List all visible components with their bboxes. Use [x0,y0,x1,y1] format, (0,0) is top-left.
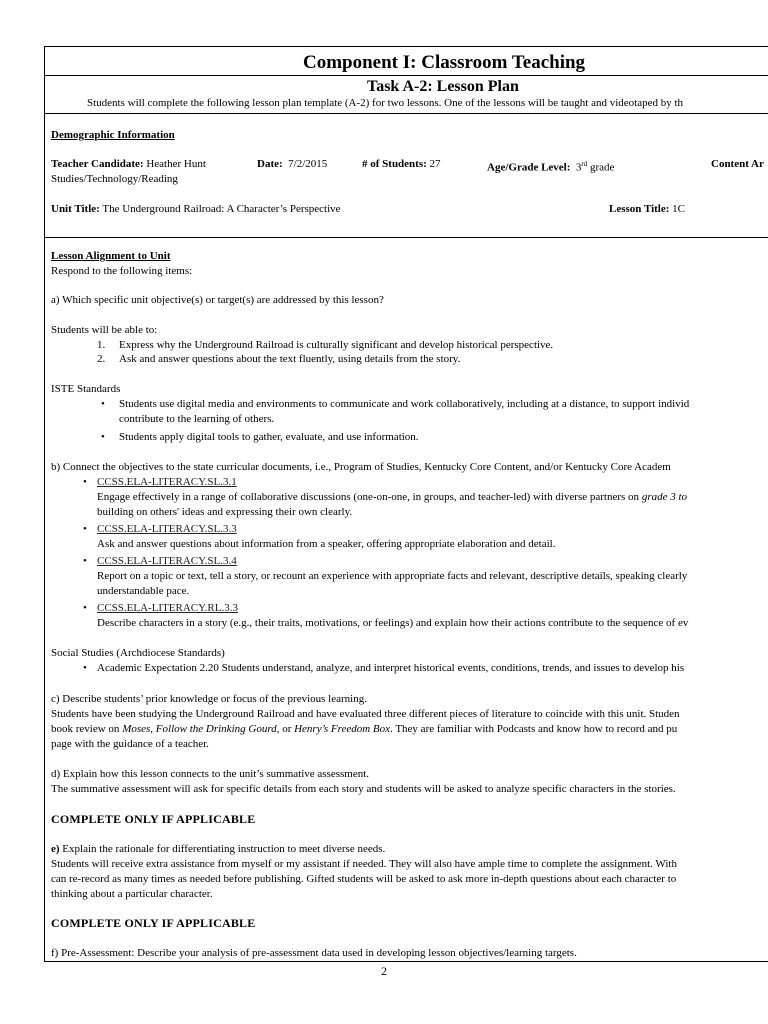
objective-item: 2. Ask and answer questions about the text fluently, using details from the story. [97,353,461,365]
answer-c: page with the guidance of a teacher. [51,738,209,750]
ccss-desc: Describe characters in a story (e.g., their traits, motivations, or feelings) and explain how their actions contribute to the sequence of ev [97,617,689,629]
iste-item: Students apply digital tools to gather, evaluate, and use information. [119,431,419,443]
ccss-desc: Engage effectively in a range of collaborative discussions (one-on-one, in groups, and teacher-led) with diverse partners on grade 3 to [97,491,688,503]
alignment-heading: Lesson Alignment to Unit [51,250,171,262]
ccss-desc-cont: building on others' ideas and expressing their own clearly. [97,506,353,518]
answer-e: thinking about a particular character. [51,888,213,900]
bullet-icon: • [83,662,87,674]
question-a: a) Which specific unit objective(s) or target(s) are addressed by this lesson? [51,294,384,306]
iste-heading: ISTE Standards [51,383,121,395]
answer-e: Students will receive extra assistance from myself or my assistant if needed. They will also have ample time to complete the assignment. With [51,858,677,870]
content-area-label: Content Ar [711,158,764,170]
date: Date: 7/2/2015 [257,158,328,170]
divider [45,113,768,114]
intro-text: Students will complete the following lesson plan template (A-2) for two lessons. One of the lessons will be taught and videotaped by th [87,97,684,109]
bullet-icon: • [83,523,87,535]
question-c: c) Describe students’ prior knowledge or focus of the previous learning. [51,693,367,705]
teacher-candidate: Teacher Candidate: Heather Hunt [51,158,206,170]
document-frame [44,46,768,962]
answer-c: book review on Moses, Follow the Drinking Gourd, or Henry’s Freedom Box. They are familiar with Podcasts and know how to record and pu [51,723,678,735]
question-f: f) Pre-Assessment: Describe your analysis of pre-assessment data used in developing lesson objectives/learning targets. [51,947,577,959]
ccss-link[interactable]: CCSS.ELA-LITERACY.SL.3.3 [97,523,237,535]
task-title: Task A-2: Lesson Plan [367,78,519,95]
answer-c: Students have been studying the Underground Railroad and have evaluated three different pieces of literature to coincide with this unit. Studen [51,708,680,720]
page-number: 2 [381,964,387,978]
ccss-desc-cont: understandable pace. [97,585,190,597]
ccss-link[interactable]: CCSS.ELA-LITERACY.SL.3.1 [97,476,237,488]
bullet-icon: • [83,476,87,488]
iste-item: Students use digital media and environments to communicate and work collaboratively, including at a distance, to support individ [119,398,690,410]
answer-d: The summative assessment will ask for specific details from each story and students will be asked to analyze specific characters in the stories. [51,783,676,795]
ccss-desc: Ask and answer questions about information from a speaker, offering appropriate elaboration and detail. [97,538,556,550]
divider [45,75,768,76]
complete-if-applicable: COMPLETE ONLY IF APPLICABLE [51,812,256,826]
content-area-value: Studies/Technology/Reading [51,173,178,185]
complete-if-applicable: COMPLETE ONLY IF APPLICABLE [51,916,256,930]
bullet-icon: • [83,602,87,614]
lesson-title: Lesson Title: 1C [609,203,686,215]
swbat-text: Students will be able to: [51,324,158,336]
number-of-students: # of Students: 27 [362,158,441,170]
question-d: d) Explain how this lesson connects to the unit’s summative assessment. [51,768,370,780]
ccss-desc: Report on a topic or text, tell a story, or recount an experience with appropriate facts and relevant, descriptive details, speaking clearly [97,570,688,582]
age-grade-level: Age/Grade Level: 3rd grade [487,160,615,174]
component-title: Component I: Classroom Teaching [303,52,586,73]
unit-title: Unit Title: The Underground Railroad: A Character’s Perspective [51,203,341,215]
bullet-icon: • [101,398,105,410]
objective-item: 1. Express why the Underground Railroad is culturally significant and develop historical perspective. [97,339,554,351]
question-b: b) Connect the objectives to the state curricular documents, i.e., Program of Studies, Kentucky Core Content, and/or Kentucky Core Academ [51,461,671,473]
bullet-icon: • [101,431,105,443]
respond-text: Respond to the following items: [51,265,193,277]
iste-item-cont: contribute to the learning of others. [119,413,275,425]
demographic-heading: Demographic Information [51,129,175,141]
divider [45,237,768,238]
answer-e: can re-record as many times as needed before publishing. Gifted students will be asked to ask more in-depth questions about each character to [51,873,677,885]
bullet-icon: • [83,555,87,567]
social-studies-heading: Social Studies (Archdiocese Standards) [51,647,225,659]
ccss-link[interactable]: CCSS.ELA-LITERACY.SL.3.4 [97,555,237,567]
social-studies-item: Academic Expectation 2.20 Students understand, analyze, and interpret historical events, conditions, trends, and issues to develop his [97,662,685,674]
ccss-link[interactable]: CCSS.ELA-LITERACY.RL.3.3 [97,602,238,614]
question-e: e) Explain the rationale for differentiating instruction to meet diverse needs. [51,843,386,855]
